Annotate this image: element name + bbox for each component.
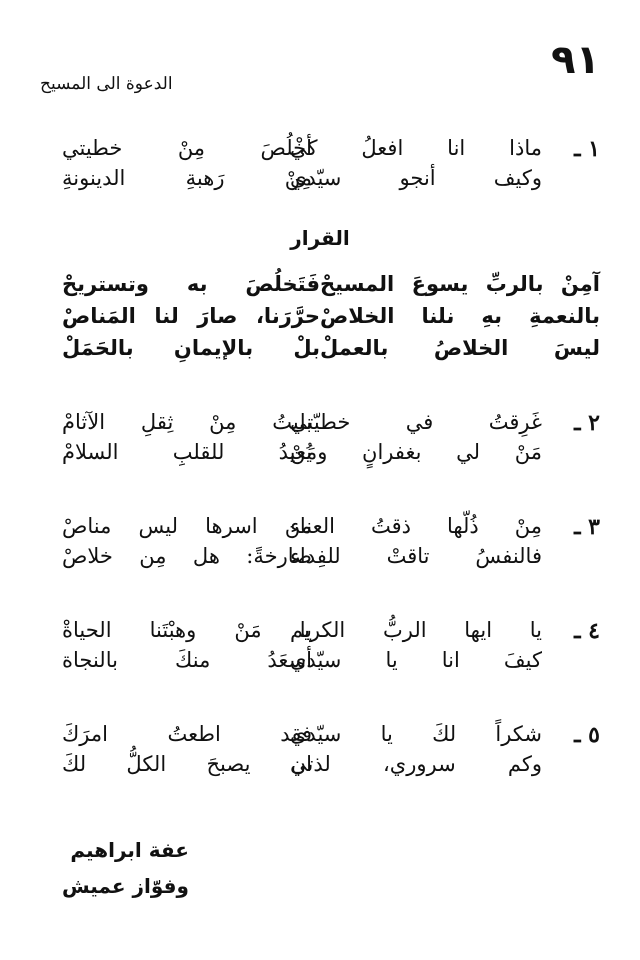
second-hemistich: يُعيدُ للقلبِ السلامْ [62, 440, 312, 464]
stanza-number: ٤ ـ [574, 618, 600, 644]
verse-line [40, 752, 600, 782]
verse-line [40, 722, 600, 752]
first-hemistich: غَرِقتُ في خطيّتي [290, 410, 542, 434]
second-hemistich: فقد اطعتُ امرَكَ [62, 722, 312, 746]
first-hemistich: فالنفسُ تاقتْ للفِداء [290, 544, 542, 568]
refrain [40, 272, 600, 368]
verse-line [40, 136, 600, 166]
second-hemistich: صارخةً: هل مِن خلاصْ [62, 544, 312, 568]
stanza-number: ٥ ـ [574, 722, 600, 748]
stanza-number: ٣ ـ [574, 514, 600, 540]
first-hemistich: بالنعمةِ بهِ نلنا الخلاصْ [320, 304, 600, 328]
second-hemistich: يا مَنْ وهبْتَنا الحياةْ [62, 618, 312, 642]
second-hemistich: بليتُ مِنْ ثِقلِ الآثامْ [62, 410, 312, 434]
second-hemistich: حرَّرَنا، صارَ لنا المَناصْ [62, 304, 320, 328]
first-hemistich: مِنْ ذُلّها ذقتُ العناء [290, 514, 542, 538]
refrain-line [40, 304, 600, 336]
verse-line [40, 618, 600, 648]
stanza-number: ١ ـ [574, 136, 600, 162]
first-hemistich: شكراً لكَ يا سيّدي [290, 722, 542, 746]
running-header: الدعوة الى المسيح [40, 74, 173, 94]
stanza-number: ٢ ـ [574, 410, 600, 436]
verse-line [40, 166, 600, 196]
author-name: عفة ابراهيم [70, 838, 189, 862]
author-name: وفوّاز عميش [62, 874, 189, 898]
first-hemistich: يا ايها الربُّ الكريم [290, 618, 542, 642]
second-hemistich: من اسرها ليس مناصْ [62, 514, 312, 538]
page-number: ٩١ [551, 37, 600, 83]
second-hemistich: أسعَدُ منكَ بالنجاة [62, 648, 312, 672]
first-hemistich: وكيف أنجو سيّدي [290, 166, 542, 190]
second-hemistich: أخْلُصَ مِنْ خطيتي [62, 136, 312, 160]
stanza-2 [40, 410, 600, 470]
second-hemistich: بلْ بالإيمانِ بالحَمَلْ [62, 336, 320, 360]
first-hemistich: وكم سروري، لذتي [290, 752, 542, 776]
credits [62, 832, 189, 904]
refrain-line [40, 336, 600, 368]
second-hemistich: فَتَخلُصَ به وتستريحْ [62, 272, 320, 296]
second-hemistich: ان يصبحَ الكلُّ لكَ [62, 752, 312, 776]
refrain-line [40, 272, 600, 304]
first-hemistich: مَنْ لي بغفرانٍ ومَنْ [290, 440, 542, 464]
refrain-title: القرار [290, 226, 350, 250]
second-hemistich: مِنْ رَهبةِ الدينونةِ [62, 166, 312, 190]
verse-line [40, 544, 600, 574]
verse-line [40, 410, 600, 440]
stanza-5 [40, 722, 600, 782]
first-hemistich: ليسَ الخلاصُ بالعملْ [320, 336, 600, 360]
verse-line [40, 648, 600, 678]
first-hemistich: كيفَ انا يا سيّدي [290, 648, 542, 672]
first-hemistich: آمِنْ بالربِّ يسوعَ المسيحْ [320, 272, 600, 296]
stanza-4 [40, 618, 600, 678]
stanza-3 [40, 514, 600, 574]
verse-line [40, 514, 600, 544]
first-hemistich: ماذا انا افعلُ كي [290, 136, 542, 160]
stanza-1 [40, 136, 600, 196]
verse-line [40, 440, 600, 470]
